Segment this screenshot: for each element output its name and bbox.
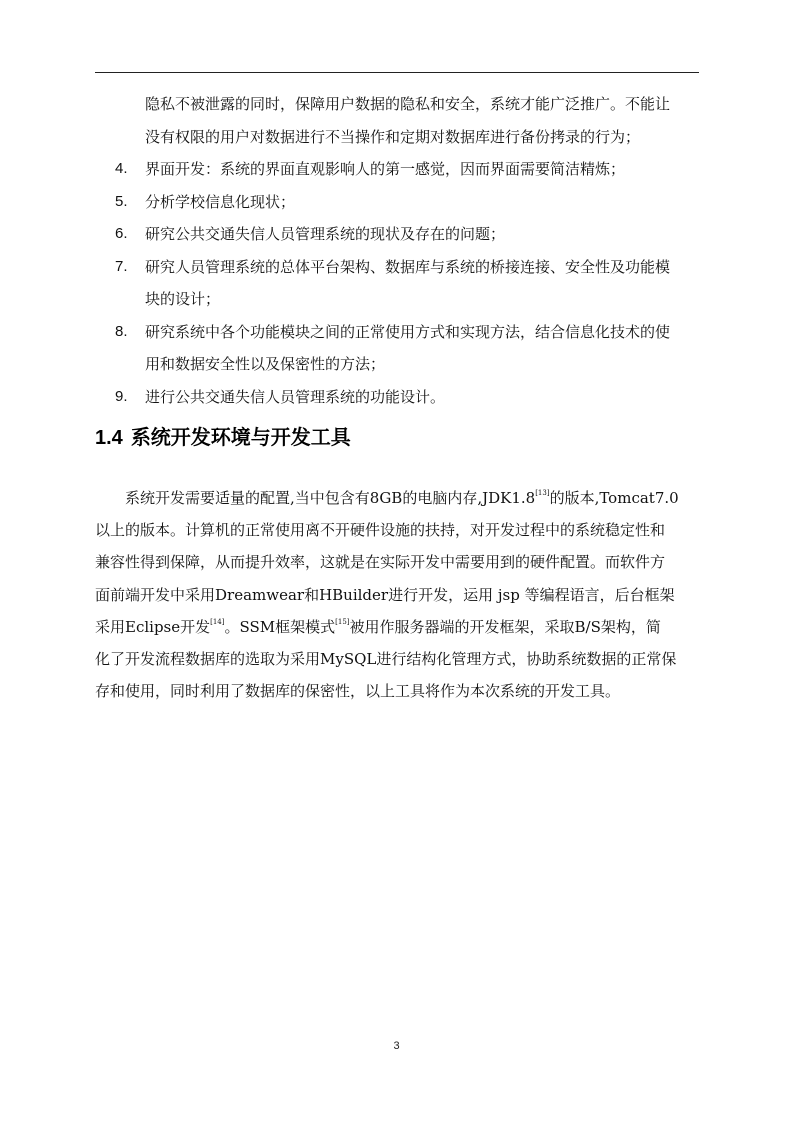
list-item-number: 4.	[115, 160, 128, 177]
citation-mark: [15]	[335, 617, 350, 626]
citation-mark: [13]	[535, 489, 550, 497]
list-item-text: 进行公共交通失信人员管理系统的功能设计。	[145, 387, 446, 406]
paragraph-line: 兼容性得到保障，从而提升效率，这就是在实际开发中需要用到的硬件配置。而软件方	[95, 553, 666, 572]
paragraph-line	[95, 482, 699, 514]
list-item-text: 研究人员管理系统的总体平台架构、数据库与系统的桥接连接、安全性及功能模	[145, 257, 671, 276]
list-item	[95, 153, 699, 186]
header-rule	[95, 72, 699, 73]
list-item-number: 9.	[115, 387, 128, 405]
list-item-number: 8.	[115, 322, 128, 340]
citation-mark: [14]	[210, 617, 225, 626]
list-item	[95, 251, 699, 316]
list-item-text: 块的设计；	[145, 290, 221, 308]
list-item-number: 6.	[115, 225, 128, 242]
paragraph-text: 被用作服务器端的开发框架，采取B/S架构，简	[349, 617, 661, 636]
paragraph-text: 。SSM框架模式	[224, 617, 336, 636]
list-item-text: 分析学校信息化现状；	[145, 192, 296, 211]
list-item-text: 用和数据安全性以及保密性的方法；	[145, 355, 386, 373]
list-item	[95, 316, 699, 381]
section-number: 1.4	[95, 427, 123, 449]
list-continuation-line: 没有权限的用户对数据进行不当操作和定期对数据库进行备份拷录的行为；	[145, 127, 641, 146]
list-item-text: 研究公共交通失信人员管理系统的现状及存在的问题；	[145, 225, 506, 243]
paragraph-text: 采用Eclipse开发	[95, 617, 211, 636]
list-item-text: 研究系统中各个功能模块之间的正常使用方式和实现方法，结合信息化技术的使	[145, 322, 671, 341]
list-continuation-line: 隐私不被泄露的同时，保障用户数据的隐私和安全，系统才能广泛推广。不能让	[145, 95, 671, 113]
body-paragraph	[95, 482, 699, 707]
list-item	[95, 218, 699, 251]
list-item	[95, 186, 699, 219]
list-item	[95, 381, 699, 414]
list-item-text: 界面开发：系统的界面直观影响人的第一感觉，因而界面需要简洁精炼；	[145, 160, 626, 178]
paragraph-line: 以上的版本。计算机的正常使用离不开硬件设施的扶持，对开发过程中的系统稳定性和	[95, 521, 666, 540]
paragraph-text: 的版本,Tomcat7.0	[549, 489, 679, 507]
list-item-number: 5.	[115, 192, 128, 210]
section-title: 系统开发环境与开发工具	[130, 425, 351, 449]
numbered-list	[95, 88, 699, 413]
paragraph-line	[95, 611, 699, 643]
list-item-number: 7.	[115, 257, 128, 275]
section-heading	[95, 421, 351, 454]
paragraph-line: 存和使用，同时利用了数据库的保密性，以上工具将作为本次系统的开发工具。	[95, 682, 621, 701]
page-number: 3	[393, 1040, 400, 1052]
paragraph-line: 化了开发流程数据库的选取为采用MySQL进行结构化管理方式，协助系统数据的正常保	[95, 650, 677, 669]
paragraph-line: 面前端开发中采用Dreamwear和HBuilder进行开发，运用 jsp 等编程语言，后台框架	[95, 585, 675, 604]
paragraph-text: 系统开发需要适量的配置,当中包含有8GB的电脑内存,JDK1.8	[125, 489, 536, 507]
